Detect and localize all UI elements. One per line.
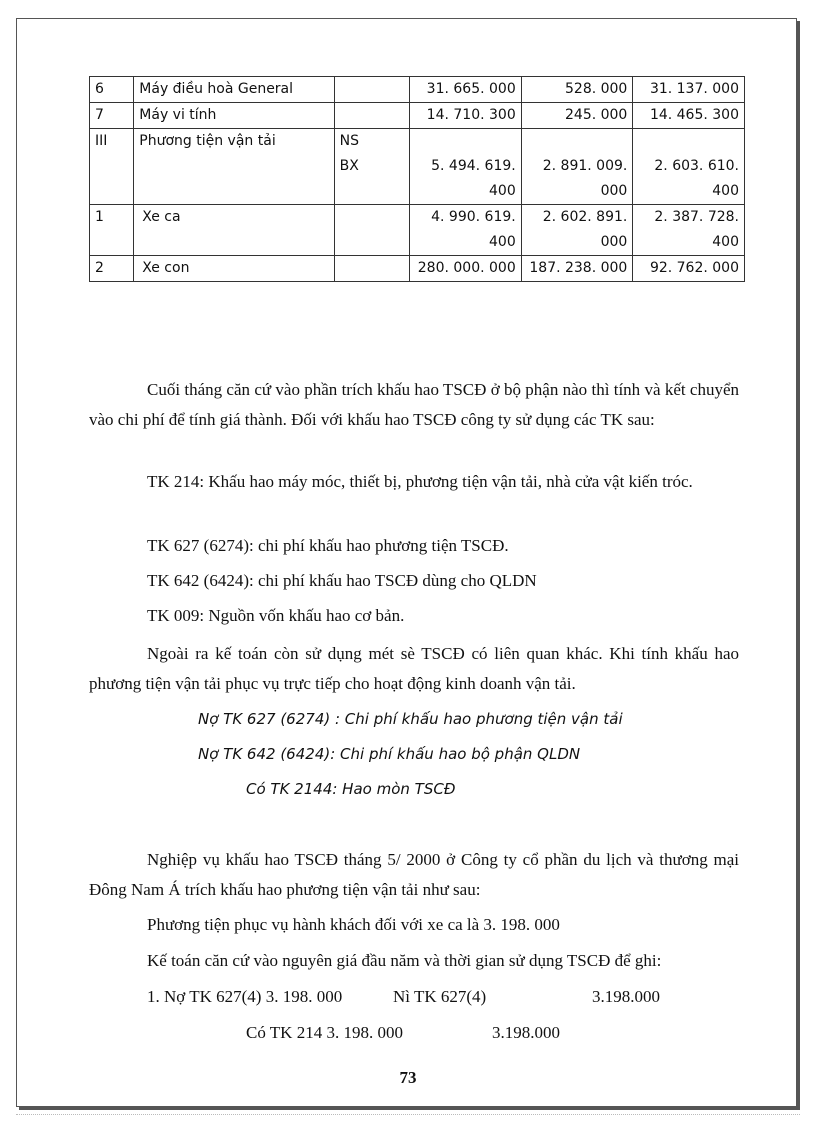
cell-name-text: Xe con [142, 260, 190, 276]
paragraph-tk627: TK 627 (6274): chi phí khấu hao phương tiện TSCĐ. [147, 536, 509, 555]
value-line: 2. 602. 891. [542, 209, 628, 225]
unit-line: BX [339, 158, 359, 174]
value-line: 2. 891. 009. [542, 158, 628, 174]
paragraph-may-2000: Nghiệp vụ khấu hao TSCĐ tháng 5/ 2000 ở Công ty cổ phần du lịch và thương mại Đông Nam Á trích khấu hao phương tiện vận tải như sau: [89, 850, 739, 899]
paragraph-tk642: TK 642 (6424): chi phí khấu hao TSCĐ dùng cho QLDN [147, 571, 537, 590]
cell-unit [334, 129, 409, 205]
paragraph-intro: Cuối tháng căn cứ vào phần trích khấu hao TSCĐ ở bộ phận nào thì tính và kết chuyển vào chi phí để tính giá thành. Đối với khấu hao TSCĐ công ty sử dụng các TK sau: [89, 380, 739, 429]
cell-remaining-value: 31. 137. 000 [633, 77, 745, 103]
journal-line-1-account: Nì TK 627(4) [393, 987, 487, 1006]
table-row [90, 205, 745, 256]
cell-name: Phương tiện vận tải [134, 129, 334, 205]
cell-remaining-value: 92. 762. 000 [633, 256, 745, 282]
value-line: 2. 603. 610. [654, 158, 739, 174]
cell-depreciation: 528. 000 [521, 77, 633, 103]
value-line: 5. 494. 619. [431, 158, 516, 174]
entry-credit-2144: Có TK 2144: Hao mòn TSCĐ [246, 780, 456, 798]
cell-name: Máy điều hoà General [134, 77, 334, 103]
cell-original-value: 14. 710. 300 [410, 103, 522, 129]
cell-remaining-value: 14. 465. 300 [633, 103, 745, 129]
value-line: 400 [712, 183, 739, 199]
entry-debit-642: Nợ TK 642 (6424): Chi phí khấu hao bộ phận QLDN [198, 745, 581, 763]
value-line: 000 [600, 234, 628, 250]
cell-original-value: 31. 665. 000 [410, 77, 522, 103]
cell-original-value [410, 129, 522, 205]
cell-no: 2 [90, 256, 134, 282]
table-row [90, 256, 745, 282]
cell-no: 6 [90, 77, 134, 103]
value-line: 400 [712, 234, 739, 250]
journal-line-2-credit: Có TK 214 3. 198. 000 [246, 1023, 403, 1042]
cell-unit [334, 103, 409, 129]
table-row [90, 129, 745, 205]
cell-depreciation: 187. 238. 000 [521, 256, 633, 282]
value-line: 400 [489, 234, 516, 250]
table-row [90, 77, 745, 103]
table-row [90, 103, 745, 129]
journal-line-1-debit: 1. Nợ TK 627(4) 3. 198. 000 [147, 987, 343, 1006]
cell-name [134, 205, 334, 256]
bottom-divider [16, 1114, 800, 1115]
cell-no: 7 [90, 103, 134, 129]
cell-original-value: 280. 000. 000 [410, 256, 522, 282]
page-number: 73 [399, 1068, 417, 1087]
cell-no: III [90, 129, 134, 205]
cell-unit [334, 77, 409, 103]
paragraph-basis: Kế toán căn cứ vào nguyên giá đầu năm và thời gian sử dụng TSCĐ để ghi: [147, 951, 662, 970]
paragraph-other: Ngoài ra kế toán còn sử dụng mét sè TSCĐ có liên quan khác. Khi tính khấu hao phương tiện vận tải phục vụ trực tiếp cho hoạt động kinh doanh vận tải. [89, 644, 739, 693]
cell-name: Máy vi tính [134, 103, 334, 129]
depreciation-table [89, 76, 745, 282]
unit-line: NS [339, 133, 360, 149]
cell-name-text: Xe ca [142, 209, 181, 225]
cell-unit [334, 256, 409, 282]
cell-depreciation [521, 205, 633, 256]
paragraph-tk009: TK 009: Nguồn vốn khấu hao cơ bản. [147, 606, 405, 625]
cell-unit [334, 205, 409, 256]
cell-remaining-value [633, 129, 745, 205]
cell-remaining-value [633, 205, 745, 256]
cell-depreciation: 245. 000 [521, 103, 633, 129]
journal-line-1-amount: 3.198.000 [592, 987, 660, 1006]
value-line: 400 [489, 183, 516, 199]
value-line: 4. 990. 619. [431, 209, 516, 225]
cell-original-value [410, 205, 522, 256]
journal-line-2-amount: 3.198.000 [492, 1023, 560, 1042]
paragraph-tk214: TK 214: Khấu hao máy móc, thiết bị, phương tiện vận tải, nhà cửa vật kiến tróc. [147, 472, 693, 491]
cell-no: 1 [90, 205, 134, 256]
paragraph-bus: Phương tiện phục vụ hành khách đối với xe ca là 3. 198. 000 [147, 915, 560, 934]
cell-depreciation [521, 129, 633, 205]
value-line: 000 [600, 183, 628, 199]
value-line: 2. 387. 728. [654, 209, 739, 225]
entry-debit-627: Nợ TK 627 (6274) : Chi phí khấu hao phương tiện vận tải [198, 710, 623, 728]
cell-name [134, 256, 334, 282]
